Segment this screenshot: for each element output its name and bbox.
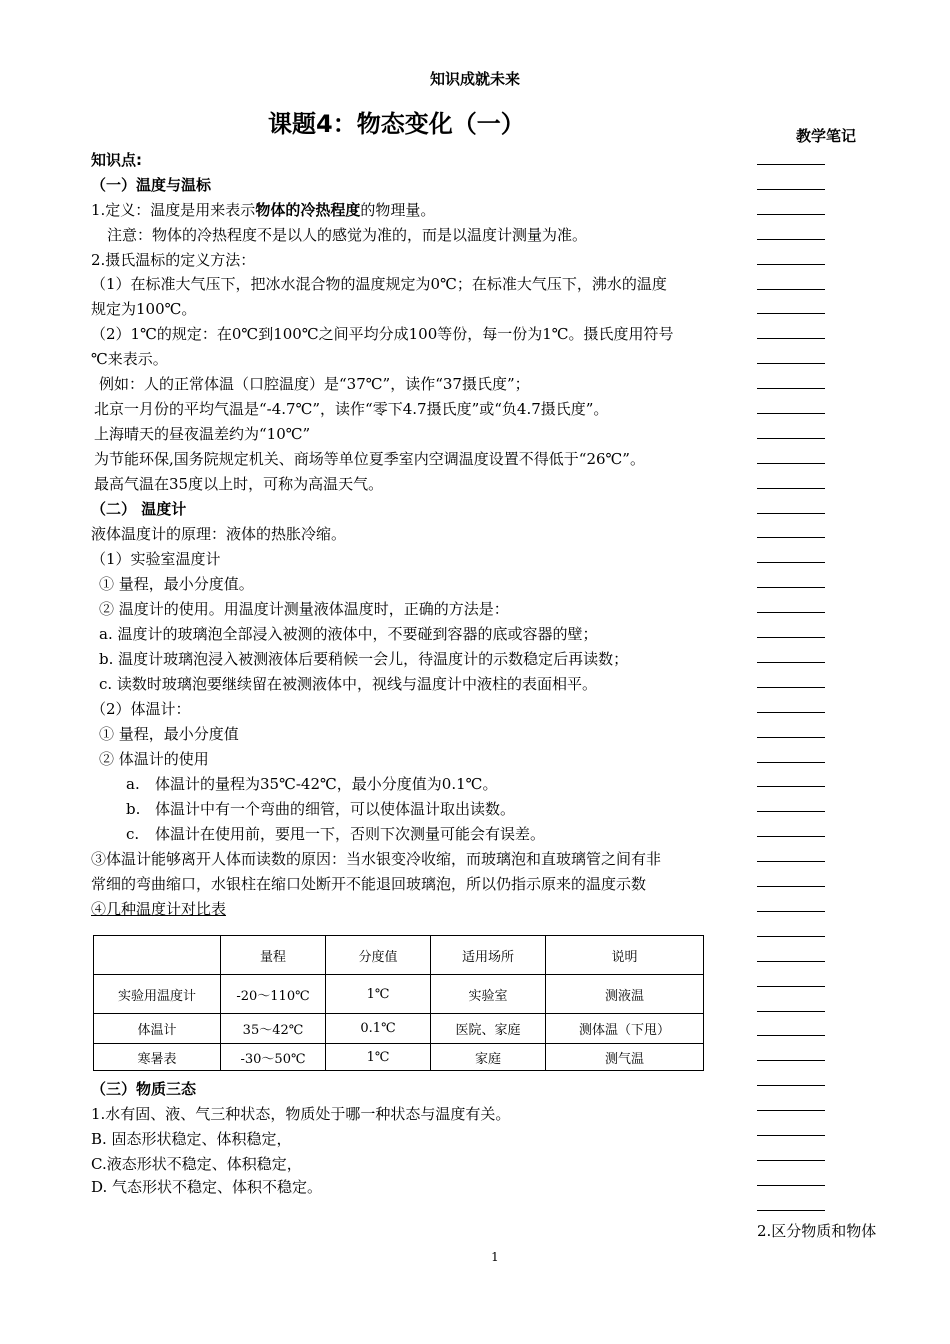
paragraph-line: ℃来表示。 bbox=[91, 350, 168, 368]
knowledge-heading: 知识点: bbox=[91, 151, 142, 169]
note-rule-line bbox=[757, 712, 825, 713]
note-rule-line bbox=[757, 1060, 825, 1061]
list-item: c. 读数时玻璃泡要继续留在被测液体中，视线与温度计中液柱的表面相平。 bbox=[99, 675, 597, 693]
note-rule-line bbox=[757, 762, 825, 763]
table-cell: -30～50℃ bbox=[221, 1044, 326, 1071]
table-cell: 实验用温度计 bbox=[94, 975, 221, 1014]
side-note: 2.区分物质和物体 bbox=[757, 1222, 877, 1240]
list-item: 体温计的量程为35℃-42℃，最小分度值为0.1℃。 bbox=[155, 775, 498, 793]
notes-column-title: 教学笔记 bbox=[796, 127, 857, 145]
list-item: D. 气态形状不稳定、体积不稳定。 bbox=[91, 1178, 323, 1196]
page-header: 知识成就未来 bbox=[429, 70, 520, 88]
table-caption: ④几种温度计对比表 bbox=[91, 900, 227, 918]
page-number: 1 bbox=[491, 1250, 499, 1264]
table-cell: 体温计 bbox=[94, 1014, 221, 1044]
table-header-cell: 适用场所 bbox=[431, 936, 546, 975]
definition-text-c: 的物理量。 bbox=[360, 201, 436, 219]
note-rule-line bbox=[757, 911, 825, 912]
note-rule-line bbox=[757, 1035, 825, 1036]
note-rule-line bbox=[757, 1011, 825, 1012]
table-row bbox=[94, 1014, 704, 1044]
table-header-cell bbox=[94, 936, 221, 975]
list-item: B. 固态形状稳定、体积稳定， bbox=[91, 1130, 292, 1148]
definition-line bbox=[91, 200, 435, 220]
note-rule-line bbox=[757, 936, 825, 937]
note-rule-line bbox=[757, 1135, 825, 1136]
note-rule-line bbox=[757, 562, 825, 563]
example-line: 为节能环保,国务院规定机关、商场等单位夏季室内空调温度设置不得低于“26℃”。 bbox=[94, 450, 645, 468]
note-rule-line bbox=[757, 264, 825, 265]
table-cell: 寒暑表 bbox=[94, 1044, 221, 1071]
note-rule-line bbox=[757, 612, 825, 613]
note-rule-line bbox=[757, 861, 825, 862]
definition-text-a: 1.定义：温度是用来表示 bbox=[91, 201, 256, 219]
example-line: 最高气温在35度以上时，可称为高温天气。 bbox=[94, 475, 384, 493]
list-marker: b. bbox=[126, 800, 141, 818]
example-line: 北京一月份的平均气温是“-4.7℃”，读作“零下4.7摄氏度”或“负4.7摄氏度”。 bbox=[94, 400, 609, 418]
list-item: b. 温度计玻璃泡浸入被测液体后要稍候一会儿，待温度计的示数稳定后再读数； bbox=[99, 650, 629, 668]
table-cell: 1℃ bbox=[326, 975, 431, 1014]
list-item: C.液态形状不稳定、体积稳定， bbox=[91, 1155, 302, 1173]
note-rule-line bbox=[757, 289, 825, 290]
note-rule-line bbox=[757, 886, 825, 887]
list-marker: a. bbox=[126, 775, 140, 793]
section-1-heading: （一）温度与温标 bbox=[91, 176, 212, 194]
note-rule-line bbox=[757, 338, 825, 339]
note-rule-line bbox=[757, 438, 825, 439]
table-row bbox=[94, 1044, 704, 1071]
note-rule-line bbox=[757, 1085, 825, 1086]
note-rule-line bbox=[757, 1110, 825, 1111]
note-rule-line bbox=[757, 239, 825, 240]
note-rule-line bbox=[757, 363, 825, 364]
note-rule-line bbox=[757, 513, 825, 514]
note-line-text: 注意：物体的冷热程度不是以人的感觉为准的，而是以温度计测量为准。 bbox=[107, 226, 588, 244]
table-cell: 家庭 bbox=[431, 1044, 546, 1071]
note-rule-line bbox=[757, 587, 825, 588]
note-rule-line bbox=[757, 1210, 825, 1211]
list-item: a. 温度计的玻璃泡全部浸入被测的液体中，不要碰到容器的底或容器的壁； bbox=[99, 625, 598, 643]
example-line: 上海晴天的昼夜温差约为“10℃” bbox=[94, 425, 311, 443]
note-rule-line bbox=[757, 811, 825, 812]
paragraph-line: （2）1℃的规定：在0℃到100℃之间平均分成100等份，每一份为1℃。摄氏度用符号 bbox=[91, 325, 674, 343]
paragraph-line: （1）实验室温度计 bbox=[91, 550, 221, 568]
paragraph-line: ① 量程，最小分度值 bbox=[99, 725, 239, 743]
paragraph-line: ③体温计能够离开人体而读数的原因：当水银变冷收缩，而玻璃泡和直玻璃管之间有非 bbox=[91, 850, 662, 868]
thermometer-comparison-table bbox=[93, 935, 704, 1071]
table-header-row bbox=[94, 936, 704, 975]
note-rule-line bbox=[757, 637, 825, 638]
definition-emphasis: 物体的冷热程度 bbox=[255, 201, 361, 219]
paragraph-line: 常细的弯曲缩口，水银柱在缩口处断开不能退回玻璃泡，所以仍指示原来的温度示数 bbox=[91, 875, 647, 893]
paragraph-line: ② 体温计的使用 bbox=[99, 750, 209, 768]
section-3-heading: （三）物质三态 bbox=[91, 1080, 197, 1098]
celsius-heading: 2.摄氏温标的定义方法： bbox=[91, 251, 256, 269]
list-item: 体温计在使用前，要甩一下，否则下次测量可能会有误差。 bbox=[155, 825, 546, 843]
note-rule-line bbox=[757, 662, 825, 663]
list-marker: c. bbox=[126, 825, 140, 843]
page-title: 课题4：物态变化（一） bbox=[268, 110, 525, 138]
list-item: 体温计中有一个弯曲的细管，可以使体温计取出读数。 bbox=[155, 800, 516, 818]
table-cell: 测体温（下甩） bbox=[546, 1014, 704, 1044]
paragraph-line: （1）在标准大气压下，把冰水混合物的温度规定为0℃；在标准大气压下，沸水的温度 bbox=[91, 275, 667, 293]
note-rule-line bbox=[757, 687, 825, 688]
note-rule-line bbox=[757, 836, 825, 837]
table-cell: 测气温 bbox=[546, 1044, 704, 1071]
note-rule-line bbox=[757, 214, 825, 215]
note-rule-line bbox=[757, 189, 825, 190]
table-cell: 测液温 bbox=[546, 975, 704, 1014]
table-cell: 实验室 bbox=[431, 975, 546, 1014]
note-rule-line bbox=[757, 388, 825, 389]
note-rule-line bbox=[757, 1185, 825, 1186]
note-rule-line bbox=[757, 413, 825, 414]
table-cell: 0.1℃ bbox=[326, 1014, 431, 1044]
note-rule-line bbox=[757, 537, 825, 538]
note-rule-line bbox=[757, 786, 825, 787]
paragraph-line: 液体温度计的原理：液体的热胀冷缩。 bbox=[91, 525, 347, 543]
example-line: 例如：人的正常体温（口腔温度）是“37℃”，读作“37摄氏度”； bbox=[99, 375, 530, 393]
table-cell: 1℃ bbox=[326, 1044, 431, 1071]
table-header-cell: 分度值 bbox=[326, 936, 431, 975]
paragraph-line: 规定为100℃。 bbox=[91, 300, 197, 318]
table-cell: -20～110℃ bbox=[221, 975, 326, 1014]
note-rule-line bbox=[757, 164, 825, 165]
note-rule-line bbox=[757, 1160, 825, 1161]
paragraph-line: （2）体温计： bbox=[91, 700, 191, 718]
table-cell: 35～42℃ bbox=[221, 1014, 326, 1044]
paragraph-line: 1.水有固、液、气三种状态，物质处于哪一种状态与温度有关。 bbox=[91, 1105, 511, 1123]
note-rule-line bbox=[757, 961, 825, 962]
note-rule-line bbox=[757, 488, 825, 489]
note-rule-line bbox=[757, 463, 825, 464]
table-header-cell: 说明 bbox=[546, 936, 704, 975]
paragraph-line: ② 温度计的使用。用温度计测量液体温度时，正确的方法是： bbox=[99, 600, 509, 618]
note-rule-line bbox=[757, 313, 825, 314]
table-header-cell: 量程 bbox=[221, 936, 326, 975]
note-rule-line bbox=[757, 986, 825, 987]
paragraph-line: ① 量程，最小分度值。 bbox=[99, 575, 254, 593]
table-cell: 医院、家庭 bbox=[431, 1014, 546, 1044]
section-2-heading: （二） 温度计 bbox=[91, 500, 187, 518]
note-rule-line bbox=[757, 737, 825, 738]
table-row bbox=[94, 975, 704, 1014]
